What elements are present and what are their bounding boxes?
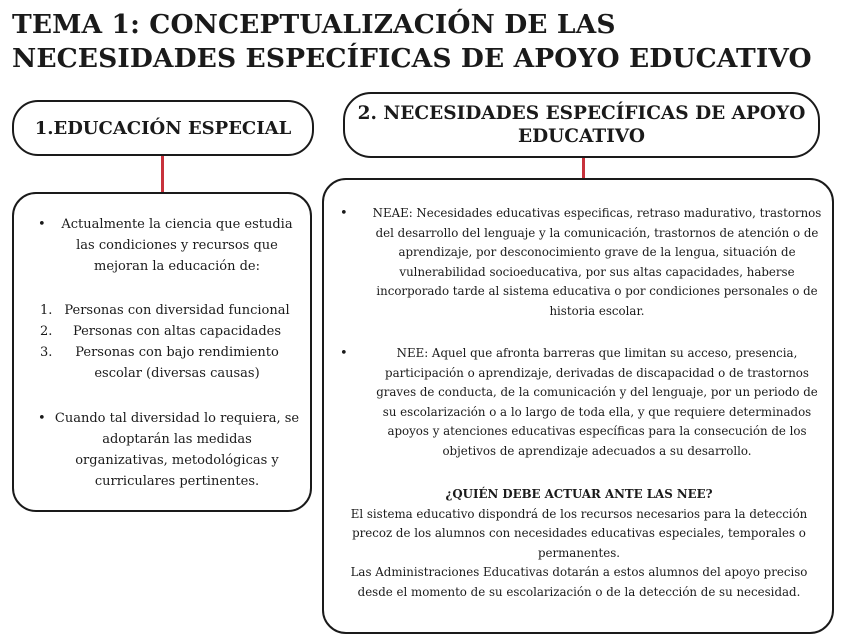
bullet-icon: • bbox=[38, 411, 46, 426]
section-2-bullet-nee bbox=[340, 344, 824, 462]
section-1-numbered-list bbox=[40, 300, 296, 384]
section-2-box bbox=[322, 178, 834, 634]
section-1-bullet-2-text: Cuando tal diversidad lo requiera, se adoptarán las medidas organizativas, metodológicas y curriculares pertinentes. bbox=[54, 411, 300, 489]
list-item-number: 3. bbox=[40, 345, 53, 360]
section-2-bullet-neae bbox=[340, 204, 824, 322]
section-2-bullet-neae-text: NEAE: Necesidades educativas especificas, retraso madurativo, trastornos del desarrollo del lenguaje y la comunicación, trastornos de atención o de aprendizaje, por desconocimiento grave de la lengua, situación de vulnerabilidad socioeducativa, por sus altas capacidades, haberse incorporado tarde al sistema educativa o por condiciones personales o de historia escolar. bbox=[372, 206, 822, 318]
section-1-bullet-1-text: Actualmente la ciencia que estudia las condiciones y recursos que mejoran la educación de: bbox=[61, 217, 293, 274]
list-item-number: 1. bbox=[40, 303, 53, 318]
page-title bbox=[12, 8, 842, 76]
list-item-text: Personas con diversidad funcional bbox=[64, 303, 290, 318]
nee-question-heading: ¿QUIÉN DEBE ACTUAR ANTE LAS NEE? bbox=[445, 487, 713, 501]
list-item-text: Personas con bajo rendimiento escolar (diversas causas) bbox=[75, 345, 279, 381]
section-1-bullet-2 bbox=[38, 408, 300, 492]
list-item bbox=[40, 342, 296, 384]
nee-question-block bbox=[334, 485, 824, 603]
page-title-line-1: TEMA 1: CONCEPTUALIZACIÓN DE LAS bbox=[12, 9, 616, 40]
list-item bbox=[40, 321, 296, 342]
nee-paragraph-1: El sistema educativo dispondrá de los recursos necesarios para la detección precoz de los alumnos con necesidades educativas especiales, temporales o permanentes. bbox=[350, 506, 808, 560]
section-2-bullet-nee-text: NEE: Aquel que afronta barreras que limitan su acceso, presencia, participación o aprendizaje, derivadas de discapacidad o de trastornos graves de conducta, de la comunicación y del lenguaje, por un periodo de su escolarización o a lo largo de toda ella, y que requiere determinados apoyos y atenciones educativas específicas para la consecución de los objetivos de aprendizaje adecuados a su desarrollo. bbox=[376, 346, 818, 458]
nee-paragraph-2: Las Administraciones Educativas dotarán a estos alumnos del apoyo preciso desde el momento de su escolarización o de la detección de su necesidad. bbox=[350, 565, 808, 599]
list-item-number: 2. bbox=[40, 324, 53, 339]
section-1-heading: 1.EDUCACIÓN ESPECIAL bbox=[12, 100, 314, 156]
list-item bbox=[40, 300, 296, 321]
page-title-line-2: NECESIDADES ESPECÍFICAS DE APOYO EDUCATIVO bbox=[12, 43, 812, 74]
section-2-heading: 2. NECESIDADES ESPECÍFICAS DE APOYO EDUCATIVO bbox=[343, 92, 820, 158]
bullet-icon: • bbox=[38, 217, 46, 232]
section-1-box bbox=[12, 192, 312, 512]
section-1-bullet-1 bbox=[38, 214, 300, 277]
list-item-text: Personas con altas capacidades bbox=[72, 324, 282, 339]
bullet-icon: • bbox=[340, 346, 348, 361]
section-1-connector bbox=[161, 156, 164, 193]
bullet-icon: • bbox=[340, 206, 348, 221]
